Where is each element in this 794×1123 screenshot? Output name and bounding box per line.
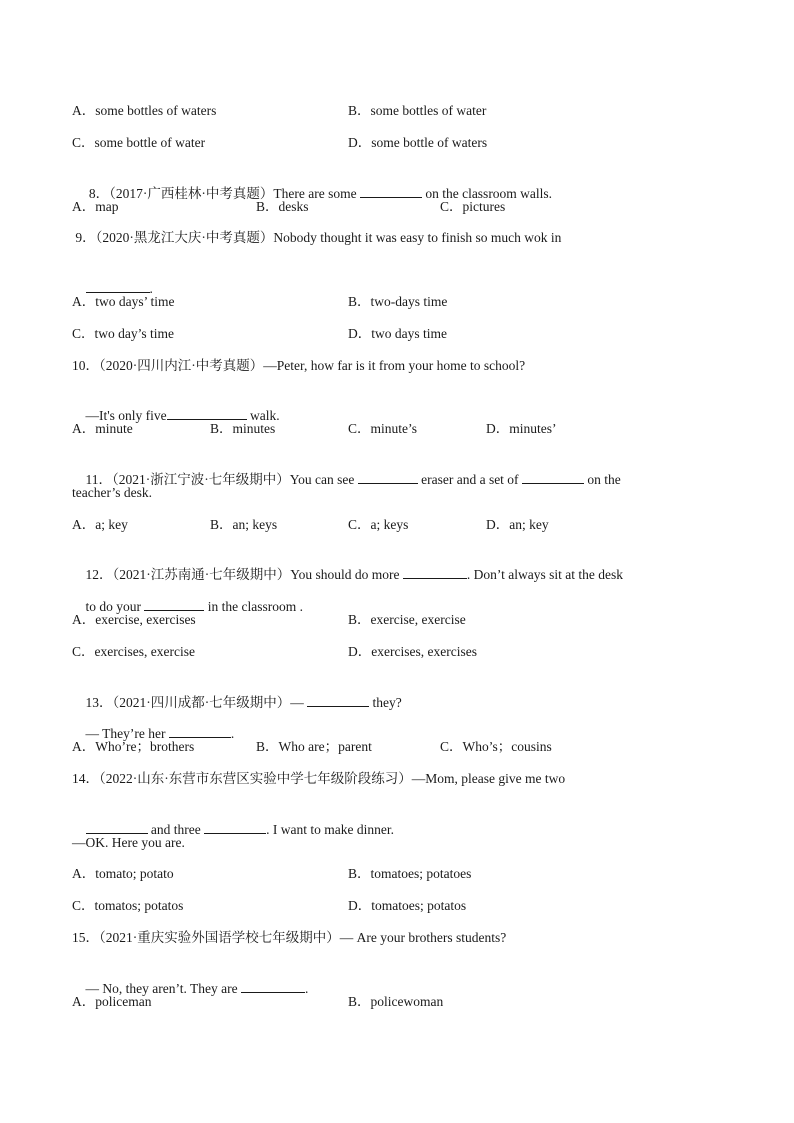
q13-option-c: C．Who’s；cousins [440,739,552,754]
q7-option-b: B．some bottles of water [348,103,487,118]
q15-blank [241,979,305,993]
q8-option-c: C．pictures [440,199,506,214]
q12-option-b: B．exercise, exercise [348,612,466,627]
q10-stem: 10．（2020·四川内江·中考真题）—Peter, how far is it from your home to school? [72,358,526,373]
q9-option-c: C．two day’s time [72,326,174,341]
q12-option-a: A．exercise, exercises [72,612,196,627]
q10-option-d: D．minutes’ [486,421,557,436]
q14-option-c: C．tomatos; potatos [72,898,184,913]
q12-option-d: D．exercises, exercises [348,644,477,659]
q14-stem: 14．（2022·山东·东营市东营区实验中学七年级阶段练习）—Mom, please give me two [72,771,566,786]
q10-line2-pre: —It's only five [85,408,167,423]
q9-stem: 9．（2020·黑龙江大庆·中考真题）Nobody thought it was easy to finish so much wok in [72,230,562,245]
q11-option-c: C．a; keys [348,517,409,532]
q7-option-c: C．some bottle of water [72,135,206,150]
q7-option-d: D．some bottle of waters [348,135,488,150]
q11-blank-2 [522,470,584,484]
q11-stem-line2: teacher’s desk. [72,485,152,500]
q8-stem-pre: 8．（2017·广西桂林·中考真题）There are some [85,186,360,201]
q13-line2-post: . [230,726,235,741]
q15-line2-post: . [304,981,309,996]
q11-stem-post: on the [583,472,621,487]
q12-line2-pre: to do your [85,599,145,614]
q14-line2-post: . I want to make dinner. [266,822,394,837]
q14-option-d: D．tomatoes; potatos [348,898,467,913]
q15-stem: 15．（2021·重庆实验外国语学校七年级期中）— Are your brothers students? [72,930,507,945]
q9-option-b: B．two-days time [348,294,448,309]
q10-option-c: C．minute’s [348,421,418,436]
q8-stem [72,166,722,221]
q8-option-a: A．map [72,199,119,214]
q12-line2-post: in the classroom . [204,599,303,614]
q10-line2-post: walk. [246,408,280,423]
q10-option-a: A．minute [72,421,133,436]
q12-option-c: C．exercises, exercise [72,644,195,659]
q12-stem-post: . Don’t always sit at the desk [466,567,623,582]
q9-blank [86,279,150,293]
q10-option-b: B．minutes [210,421,276,436]
q8-stem-post: on the classroom walls. [421,186,553,201]
q13-stem-pre: 13．（2021·四川成都·七年级期中）— [85,695,308,710]
q15-line2-pre: — No, they aren’t. They are [85,981,241,996]
q14-blank-1 [86,820,148,834]
q15-option-a: A．policeman [72,994,152,1009]
q8-option-b: B．desks [256,199,309,214]
q13-blank-2 [169,724,231,738]
q11-stem-pre: 11．（2021·浙江宁波·七年级期中）You can see [85,472,358,487]
q13-option-b: B．Who are；parent [256,739,372,754]
q7-option-a: A．some bottles of waters [72,103,217,118]
q9-stem-line2-post: . [149,281,153,296]
q9-option-a: A．two days’ time [72,294,175,309]
q10-blank [167,406,247,420]
q12-stem-pre: 12．（2021·江苏南通·七年级期中）You should do more [85,567,403,582]
q13-line2-pre: — They’re her [85,726,169,741]
q11-option-b: B．an; keys [210,517,278,532]
q8-blank [360,184,422,198]
q14-line2-mid: and three [147,822,205,837]
q11-option-d: D．an; key [486,517,549,532]
q13-stem-post: they? [369,695,402,710]
q14-option-b: B．tomatoes; potatoes [348,866,472,881]
q12-blank-2 [144,597,204,611]
q14-stem-line3: —OK. Here you are. [72,835,185,850]
q14-blank-2 [204,820,266,834]
q11-option-a: A．a; key [72,517,128,532]
q9-option-d: D．two days time [348,326,447,341]
q13-blank-1 [307,693,369,707]
q15-option-b: B．policewoman [348,994,444,1009]
q12-blank-1 [403,565,467,579]
q13-option-a: A．Who’re；brothers [72,739,195,754]
q11-stem-mid: eraser and a set of [417,472,522,487]
q14-option-a: A．tomato; potato [72,866,174,881]
q11-blank-1 [358,470,418,484]
